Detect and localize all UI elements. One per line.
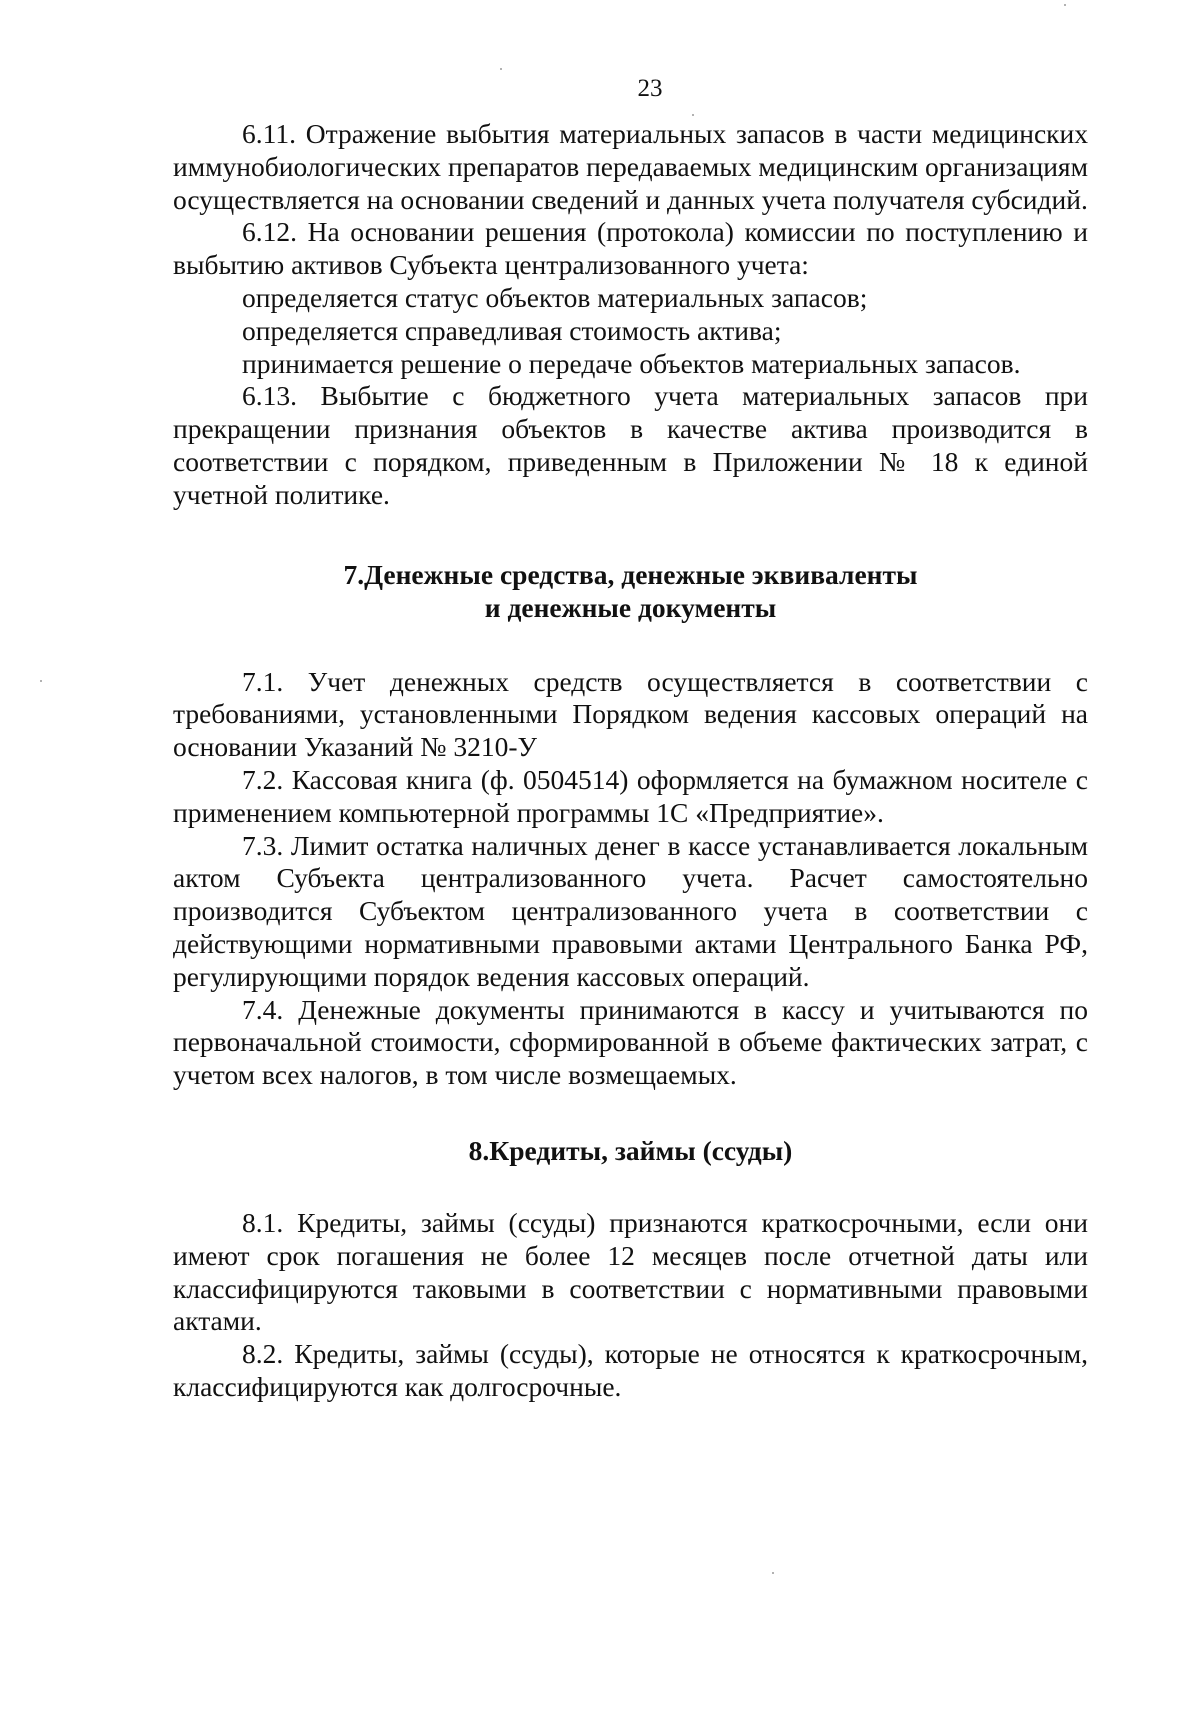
list-item: определяется статус объектов материальных запасов; — [242, 281, 868, 313]
paragraph-8-2: 8.2. Кредиты, займы (ссуды), которые не относятся к краткосрочным, классифицируются как долгосрочные. — [173, 1338, 1088, 1402]
section-7-title-line1: 7.Денежные средства, денежные эквиваленты — [343, 558, 918, 590]
scan-speck — [692, 114, 694, 116]
paragraph-7-3: 7.3. Лимит остатка наличных денег в кассе устанавливается локальным актом Субъекта централизованного учета. Расчет самостоятельно производится Субъектом централизованного учета в соответствии с действующими нормативными правовыми актами Центрального Банка РФ, регулирующими порядок ведения кассовых операций. — [173, 829, 1088, 992]
paragraph-6-13: 6.13. Выбытие с бюджетного учета материальных запасов при прекращении признания объектов в качестве актива производится в соответствии с порядком, приведенным в Приложении № 18 к единой учетной политике. — [173, 380, 1088, 510]
list-item: принимается решение о передаче объектов материальных запасов. — [242, 347, 1021, 379]
paragraph-7-4: 7.4. Денежные документы принимаются в кассу и учитываются по первоначальной стоимости, сформированной в объеме фактических затрат, с учетом всех налогов, в том числе возмещаемых. — [173, 993, 1088, 1091]
paragraph-6-11: 6.11. Отражение выбытия материальных запасов в части медицинских иммунобиологических препаратов передаваемых медицинским организациям осуществляется на основании сведений и данных учета получателя субсидий. — [173, 118, 1088, 215]
paragraph-8-1: 8.1. Кредиты, займы (ссуды) признаются краткосрочными, если они имеют срок погашения не более 12 месяцев после отчетной даты или классифицируются таковыми в соответствии с нормативными правовыми актами. — [173, 1206, 1088, 1337]
paragraph-6-12: 6.12. На основании решения (протокола) комиссии по поступлению и выбытию активов Субъекта централизованного учета: — [173, 216, 1088, 281]
section-7-title-line2: и денежные документы — [484, 591, 777, 623]
section-7-heading — [173, 558, 1088, 624]
scan-speck — [40, 680, 42, 682]
page-number: 23 — [637, 75, 663, 102]
paragraph-7-2: 7.2. Кассовая книга (ф. 0504514) оформляется на бумажном носителе с применением компьютерной программы 1С «Предприятие». — [173, 763, 1088, 828]
section-8-heading: 8.Кредиты, займы (ссуды) — [468, 1134, 793, 1166]
list-item: определяется справедливая стоимость актива; — [242, 314, 782, 346]
document-body — [173, 118, 1088, 1404]
scan-speck — [500, 68, 502, 70]
scan-speck — [772, 1572, 774, 1574]
scan-speck — [1064, 4, 1066, 6]
paragraph-7-1: 7.1. Учет денежных средств осуществляется в соответствии с требованиями, установленными Порядком ведения кассовых операций на основании Указаний № 3210-У — [173, 665, 1088, 763]
